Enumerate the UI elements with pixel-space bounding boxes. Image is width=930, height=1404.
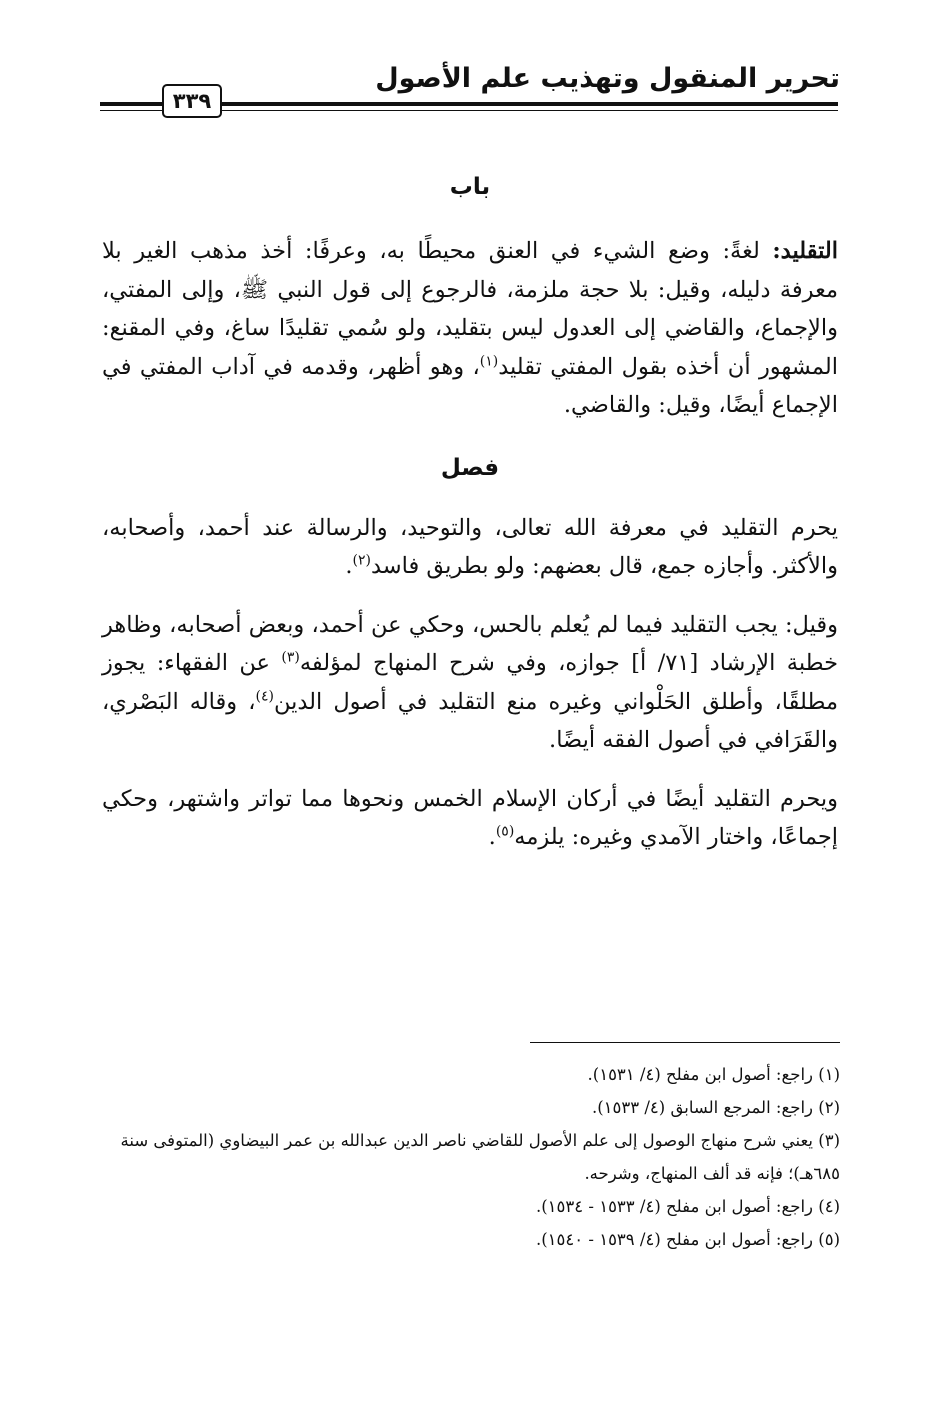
footnote-item: (٣) يعني شرح منهاج الوصول إلى علم الأصول للقاضي ناصر الدين عبدالله بن عمر البيضاوي (المتوفى سنة ٦٨٥هـ)؛ فإنه قد ألف المنهاج، وشرحه. — [120, 1131, 840, 1183]
paragraph-taqlid-definition — [102, 232, 838, 425]
paragraph-text: ويحرم التقليد أيضًا في أركان الإسلام الخمس ونحوها مما تواتر واشتهر، وحكي إجماعًا، واختار الآمدي وغيره: يلزمه — [102, 785, 838, 850]
footnote-item: (٤) راجع: أصول ابن مفلح (٤/ ١٥٣٣ - ١٥٣٤). — [535, 1197, 840, 1216]
section-heading-fasl: فصل — [440, 454, 500, 481]
footnote-item: (٥) راجع: أصول ابن مفلح (٤/ ١٥٣٩ - ١٥٤٠). — [535, 1230, 840, 1249]
running-header-title: تحرير المنقول وتهذيب علم الأصول — [375, 63, 840, 94]
paragraph-text: لغةً: وضع الشيء في العنق محيطًا به، وعرفًا: أخذ مذهب الغير بلا معرفة دليله، وقيل: بلا حجة ملزمة، فالرجوع إلى قول النبي ﷺ، وإلى المفتي، والإجماع، والقاضي إلى العدول ليس بتقليد، ولو سُمي تقليدًا ساغ، وفي المقنع: المشهور أن أخذه بقول المفتي تقليد — [102, 238, 838, 380]
paragraph-text: يحرم التقليد في معرفة الله تعالى، والتوحيد، والرسالة عند أحمد، وأصحابه، والأكثر. وأجازه جمع، قال بعضهم: ولو بطريق فاسد — [102, 514, 838, 579]
paragraph-wujub-taqlid — [102, 606, 838, 760]
paragraph-text: وقيل: يجب التقليد فيما لم يُعلم بالحس، وحكي عن أحمد، وبعض أصحابه، وظاهر خطبة الإرشاد [٧١/ أ] جوازه، وفي شرح المنهاج لمؤلفه — [102, 611, 838, 676]
footnote-ref: (٤) — [255, 688, 274, 704]
footnote-separator — [530, 1042, 840, 1043]
main-text — [102, 168, 838, 857]
footnote-ref: (٢) — [352, 552, 371, 569]
footnote-ref: (٥) — [495, 823, 515, 840]
paragraph-text: . — [345, 553, 353, 579]
paragraph-arkan-islam — [102, 780, 838, 857]
term-taqlid: التقليد: — [772, 238, 838, 264]
paragraph-text: . — [488, 824, 496, 850]
footnote-ref: (١) — [479, 353, 499, 369]
footnote-item: (٢) راجع: المرجع السابق (٤/ ١٥٣٣). — [591, 1098, 840, 1117]
page-number: ٣٣٩ — [172, 89, 212, 113]
footnote-ref: (٣) — [281, 649, 300, 666]
paragraph-text: ، وهو أظهر، وقدمه في آداب المفتي في الإجماع أيضًا، وقيل: والقاضي. — [102, 353, 838, 418]
paragraph-tahrim-taqlid — [102, 509, 838, 586]
paragraph-text: ، وقاله البَصْري، والقَرَافي في أصول الفقه أيضًا. — [102, 688, 838, 753]
paragraph-text: عن الفقهاء: يجوز مطلقًا، وأطلق الحَلْواني وغيره منع التقليد في أصول الدين — [102, 650, 838, 715]
footnotes — [100, 1058, 840, 1256]
footnote-item: (١) راجع: أصول ابن مفلح (٤/ ١٥٣١). — [587, 1065, 840, 1084]
page-number-box — [162, 84, 222, 118]
section-heading-bab: باب — [449, 174, 491, 200]
